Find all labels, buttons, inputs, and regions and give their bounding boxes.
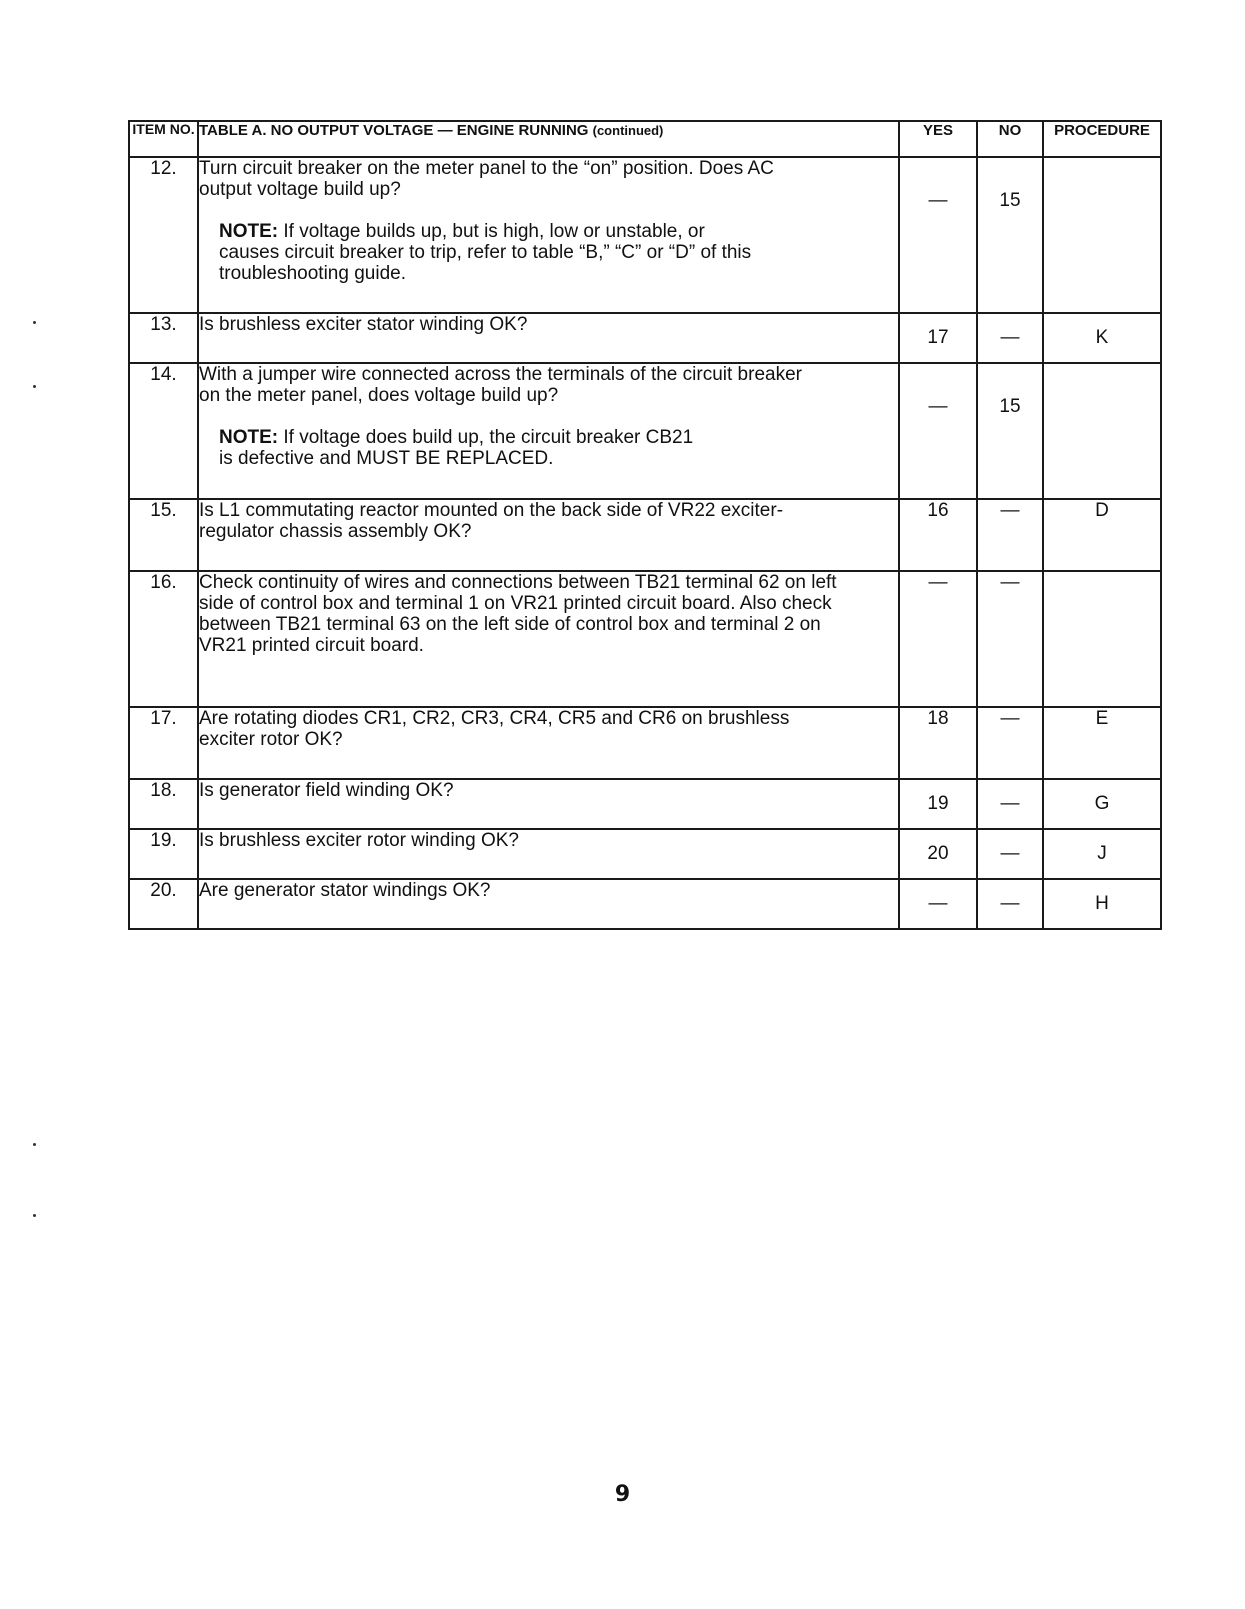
note-text: If voltage does build up, the circuit breaker CB21 is defective and MUST BE REPLACED.: [219, 427, 694, 469]
table-row: [129, 779, 1161, 829]
procedure-cell: H: [1043, 879, 1161, 929]
procedure-cell: K: [1043, 313, 1161, 363]
table-row: [129, 157, 1161, 313]
scan-speck: [33, 321, 36, 324]
scan-speck: [33, 385, 36, 388]
item-description: [198, 707, 899, 779]
item-description: [198, 779, 899, 829]
table-header: [129, 121, 1161, 157]
table-row: [129, 829, 1161, 879]
item-number: 15.: [129, 499, 198, 571]
scan-speck: [33, 1143, 36, 1146]
item-description: [198, 571, 899, 707]
yes-cell: 19: [899, 779, 977, 829]
item-number: 20.: [129, 879, 198, 929]
table-row: [129, 363, 1161, 499]
item-description: [198, 499, 899, 571]
yes-cell: —: [899, 157, 977, 313]
yes-cell: —: [899, 363, 977, 499]
no-cell: —: [977, 571, 1043, 707]
procedure-cell: E: [1043, 707, 1161, 779]
page-number: 9: [614, 1482, 631, 1507]
no-cell: 15: [977, 363, 1043, 499]
header-no: NO: [977, 121, 1043, 157]
no-cell: —: [977, 707, 1043, 779]
procedure-cell: G: [1043, 779, 1161, 829]
yes-cell: —: [899, 571, 977, 707]
no-cell: —: [977, 499, 1043, 571]
question-text: Are rotating diodes CR1, CR2, CR3, CR4, CR5 and CR6 on brushless exciter rotor OK?: [199, 708, 790, 750]
procedure-cell: [1043, 571, 1161, 707]
item-description: [198, 313, 899, 363]
item-number: 19.: [129, 829, 198, 879]
item-description: [198, 829, 899, 879]
table-title-text: TABLE A. NO OUTPUT VOLTAGE — ENGINE RUNNING: [199, 122, 589, 139]
item-description: [198, 363, 899, 499]
procedure-cell: [1043, 363, 1161, 499]
yes-cell: 16: [899, 499, 977, 571]
question-text: Turn circuit breaker on the meter panel to the “on” position. Does AC output voltage build up?: [199, 158, 774, 200]
no-cell: 15: [977, 157, 1043, 313]
question-text: Is brushless exciter rotor winding OK?: [199, 830, 519, 851]
note-label: NOTE:: [219, 427, 279, 448]
table-row: [129, 313, 1161, 363]
yes-cell: 18: [899, 707, 977, 779]
procedure-cell: [1043, 157, 1161, 313]
question-text: Check continuity of wires and connections between TB21 terminal 62 on left side of control box and terminal 1 on VR21 printed circuit board. Also check between TB21 terminal 63 on the left side of control box and terminal 2 on VR21 printed circuit board.: [199, 572, 837, 656]
question-text: Is brushless exciter stator winding OK?: [199, 314, 528, 335]
table-body: [129, 157, 1161, 929]
no-cell: —: [977, 779, 1043, 829]
no-cell: —: [977, 829, 1043, 879]
item-number: 12.: [129, 157, 198, 313]
note-label: NOTE:: [219, 221, 279, 242]
table-row: [129, 499, 1161, 571]
item-number: 18.: [129, 779, 198, 829]
note-block: [199, 221, 759, 284]
no-cell: —: [977, 313, 1043, 363]
item-description: [198, 157, 899, 313]
table-title: [198, 121, 899, 157]
question-text: With a jumper wire connected across the terminals of the circuit breaker on the meter panel, does voltage build up?: [199, 364, 802, 406]
yes-cell: 17: [899, 313, 977, 363]
item-number: 17.: [129, 707, 198, 779]
header-yes: YES: [899, 121, 977, 157]
note-text: If voltage builds up, but is high, low or unstable, or causes circuit breaker to trip, refer to table “B,” “C” or “D” of this troubleshooting guide.: [219, 221, 752, 284]
yes-cell: —: [899, 879, 977, 929]
item-number: 16.: [129, 571, 198, 707]
scan-speck: [33, 1214, 36, 1217]
question-text: Is L1 commutating reactor mounted on the back side of VR22 exciter-regulator chassis assembly OK?: [199, 500, 784, 542]
table-row: [129, 879, 1161, 929]
question-text: Are generator stator windings OK?: [199, 880, 491, 901]
header-procedure: PROCEDURE: [1043, 121, 1161, 157]
item-description: [198, 879, 899, 929]
troubleshooting-table: [128, 120, 1162, 930]
procedure-cell: J: [1043, 829, 1161, 879]
procedure-cell: D: [1043, 499, 1161, 571]
header-item-no: ITEM NO.: [129, 121, 198, 157]
item-number: 13.: [129, 313, 198, 363]
table-title-suffix: (continued): [592, 123, 664, 138]
item-number: 14.: [129, 363, 198, 499]
no-cell: —: [977, 879, 1043, 929]
yes-cell: 20: [899, 829, 977, 879]
table-row: [129, 707, 1161, 779]
question-text: Is generator field winding OK?: [199, 780, 454, 801]
note-block: [199, 427, 709, 469]
table-row: [129, 571, 1161, 707]
